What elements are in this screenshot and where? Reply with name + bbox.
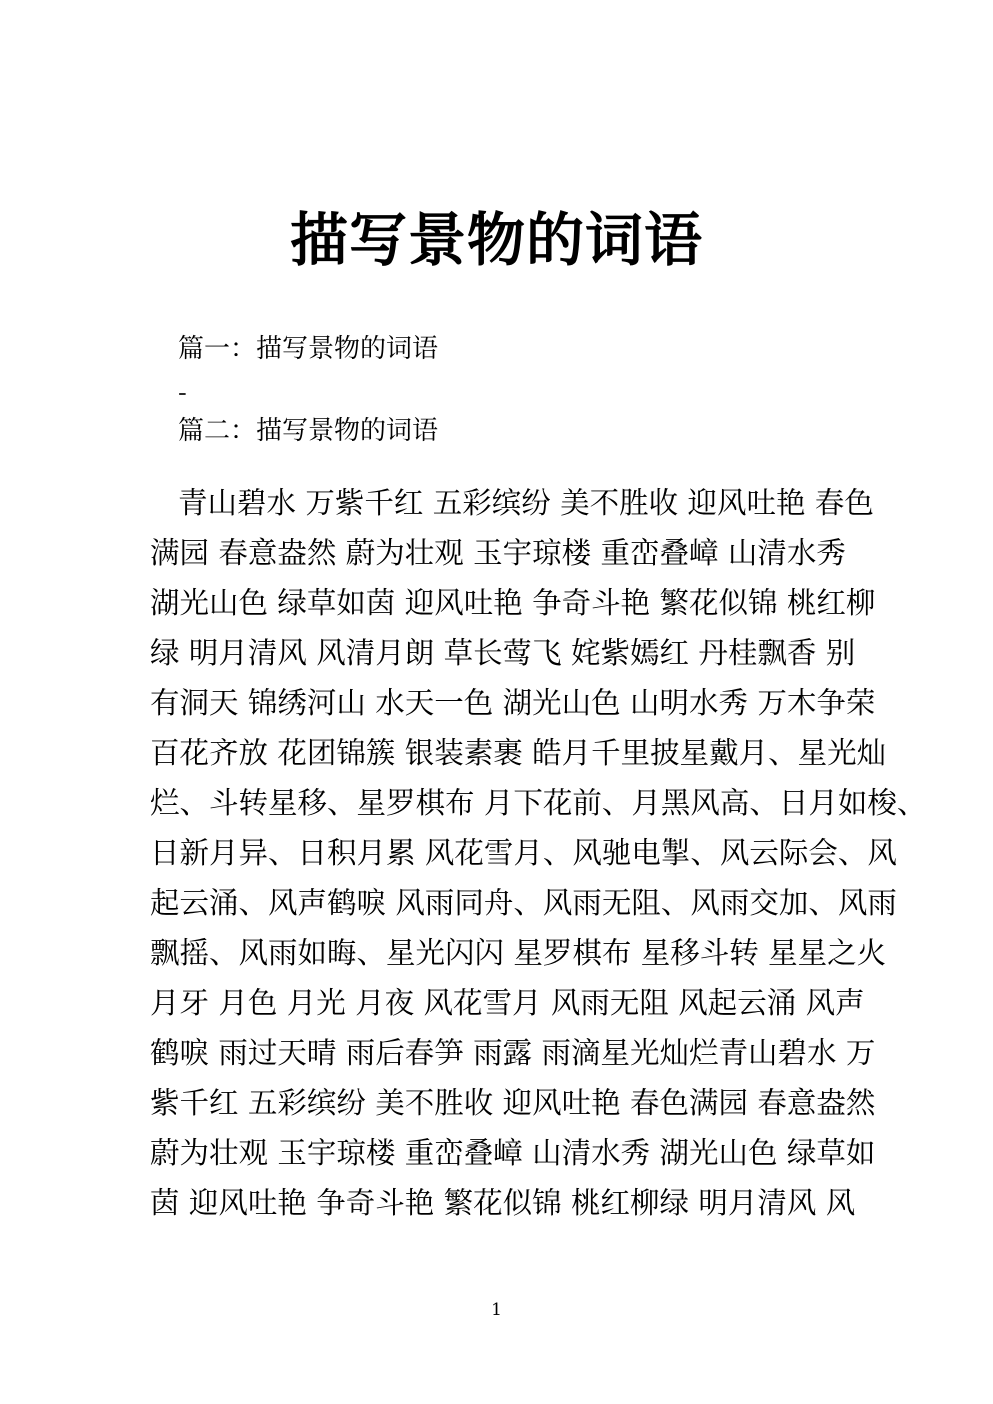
page-number: 1: [491, 1300, 502, 1320]
page-title: 描写景物的词语: [289, 205, 703, 274]
text-line: 绿 明月清风 风清月朗 草长莺飞 姹紫嫣红 丹桂飘香 别: [150, 636, 856, 670]
section-heading-1: 篇一：描写景物的词语: [178, 334, 439, 364]
text-line: 紫千红 五彩缤纷 美不胜收 迎风吐艳 春色满园 春意盎然: [150, 1086, 876, 1120]
section-heading-2: 篇二：描写景物的词语: [178, 416, 439, 446]
text-line: 日新月异、日积月累 风花雪月、风驰电掣、风云际会、风: [150, 836, 897, 870]
text-line: 烂、斗转星移、星罗棋布 月下花前、月黑风高、日月如梭、: [150, 786, 927, 820]
text-line: 起云涌、风声鹤唳 风雨同舟、风雨无阻、风雨交加、风雨: [150, 886, 897, 920]
dash-mark: -: [178, 378, 187, 408]
text-line: 百花齐放 花团锦簇 银装素裹 皓月千里披星戴月、星光灿: [150, 736, 887, 770]
text-line: 青山碧水 万紫千红 五彩缤纷 美不胜收 迎风吐艳 春色: [178, 486, 874, 520]
text-line: 月牙 月色 月光 月夜 风花雪月 风雨无阻 风起云涌 风声: [150, 986, 865, 1020]
text-line: 飘摇、风雨如晦、星光闪闪 星罗棋布 星移斗转 星星之火: [150, 936, 887, 970]
idiom-paragraph: [150, 478, 927, 1228]
heading-body-gap: [150, 444, 850, 478]
text-line: 满园 春意盎然 蔚为壮观 玉宇琼楼 重峦叠嶂 山清水秀: [150, 536, 846, 570]
text-line: 湖光山色 绿草如茵 迎风吐艳 争奇斗艳 繁花似锦 桃红柳: [150, 586, 876, 620]
dash-separator-row: [150, 362, 850, 418]
document-body: [150, 334, 927, 1228]
text-line: 蔚为壮观 玉宇琼楼 重峦叠嶂 山清水秀 湖光山色 绿草如: [150, 1136, 876, 1170]
text-line: 茵 迎风吐艳 争奇斗艳 繁花似锦 桃红柳绿 明月清风 风: [150, 1186, 856, 1220]
text-line: 鹤唳 雨过天晴 雨后春笋 雨露 雨滴星光灿烂青山碧水 万: [150, 1036, 876, 1070]
text-line: 有洞天 锦绣河山 水天一色 湖光山色 山明水秀 万木争荣: [150, 686, 876, 720]
